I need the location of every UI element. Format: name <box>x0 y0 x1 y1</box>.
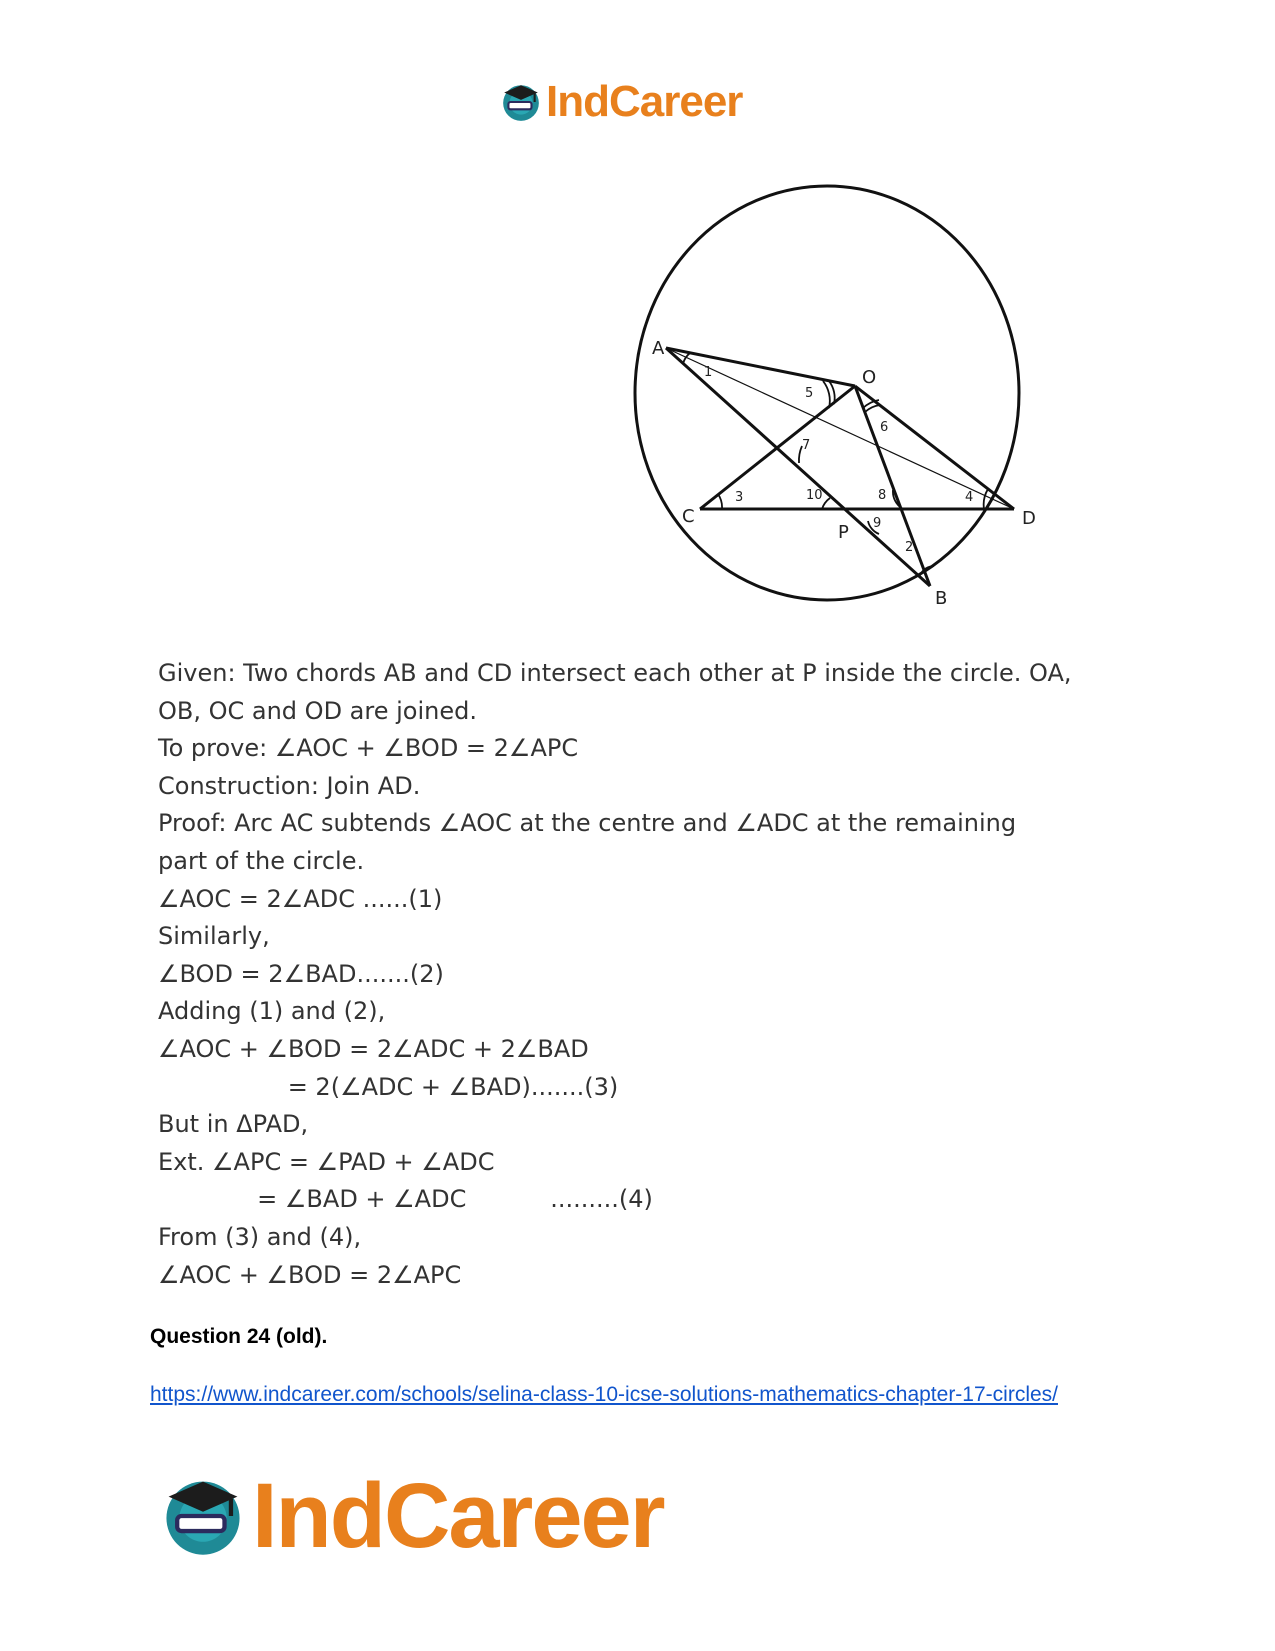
proof-line: Adding (1) and (2), <box>158 997 386 1026</box>
footer-logo <box>160 1465 664 1567</box>
angle-2-label: 2 <box>905 540 914 555</box>
proof-line: Proof: Arc AC subtends ∠AOC at the centre and ∠ADC at the remaining <box>158 809 1017 838</box>
proof-line: part of the circle. <box>158 846 365 875</box>
graduation-globe-icon <box>160 1473 246 1559</box>
proof-line: ∠AOC + ∠BOD = 2∠ADC + 2∠BAD <box>158 1034 589 1063</box>
angle-10-label: 10 <box>806 488 823 503</box>
angle-1-label: 1 <box>704 365 713 380</box>
point-c-label: C <box>682 506 695 527</box>
proof-line: ∠AOC + ∠BOD = 2∠APC <box>158 1260 462 1289</box>
segment-ad <box>666 348 1014 509</box>
proof-line: ∠AOC = 2∠ADC ......(1) <box>158 884 443 913</box>
angle-7-label: 7 <box>802 438 811 453</box>
proof-text <box>158 655 1108 1294</box>
circle-chords-figure <box>630 175 1070 625</box>
angle-9-label: 9 <box>873 516 882 531</box>
header-logo <box>500 77 743 126</box>
proof-line: = 2(∠ADC + ∠BAD).......(3) <box>158 1072 619 1101</box>
point-b-label: B <box>935 588 948 609</box>
circle <box>635 186 1019 600</box>
question-heading: Question 24 (old). <box>150 1325 328 1348</box>
segment-oa <box>666 348 855 386</box>
angle-6-label: 6 <box>880 420 889 435</box>
point-p-label: P <box>838 522 849 543</box>
source-link[interactable]: https://www.indcareer.com/schools/selina-class-10-icse-solutions-mathematics-chapter-17-circles/ <box>150 1383 1058 1406</box>
proof-line: OB, OC and OD are joined. <box>158 696 477 725</box>
proof-line: ∠BOD = 2∠BAD.......(2) <box>158 959 444 988</box>
angle-3-label: 3 <box>735 490 744 505</box>
brand-name: IndCareer <box>252 1465 664 1567</box>
proof-line: = ∠BAD + ∠ADC .........(4) <box>158 1185 653 1214</box>
proof-line: Similarly, <box>158 922 270 951</box>
brand-name: IndCareer <box>546 77 743 126</box>
proof-line: But in ΔPAD, <box>158 1110 309 1139</box>
point-d-label: D <box>1022 508 1036 529</box>
graduation-globe-icon <box>500 81 542 123</box>
point-o-label: O <box>862 367 877 388</box>
angle-4-label: 4 <box>965 490 974 505</box>
proof-line: Construction: Join AD. <box>158 771 421 800</box>
chord-ab <box>666 348 930 586</box>
angle-5-label: 5 <box>805 386 814 401</box>
proof-line: From (3) and (4), <box>158 1222 362 1251</box>
segment-oc <box>700 386 855 509</box>
proof-line: Ext. ∠APC = ∠PAD + ∠ADC <box>158 1147 495 1176</box>
angle-8-label: 8 <box>878 488 887 503</box>
proof-line: To prove: ∠AOC + ∠BOD = 2∠APC <box>158 734 579 763</box>
proof-line: Given: Two chords AB and CD intersect each other at P inside the circle. OA, <box>158 659 1072 687</box>
point-a-label: A <box>652 338 665 359</box>
